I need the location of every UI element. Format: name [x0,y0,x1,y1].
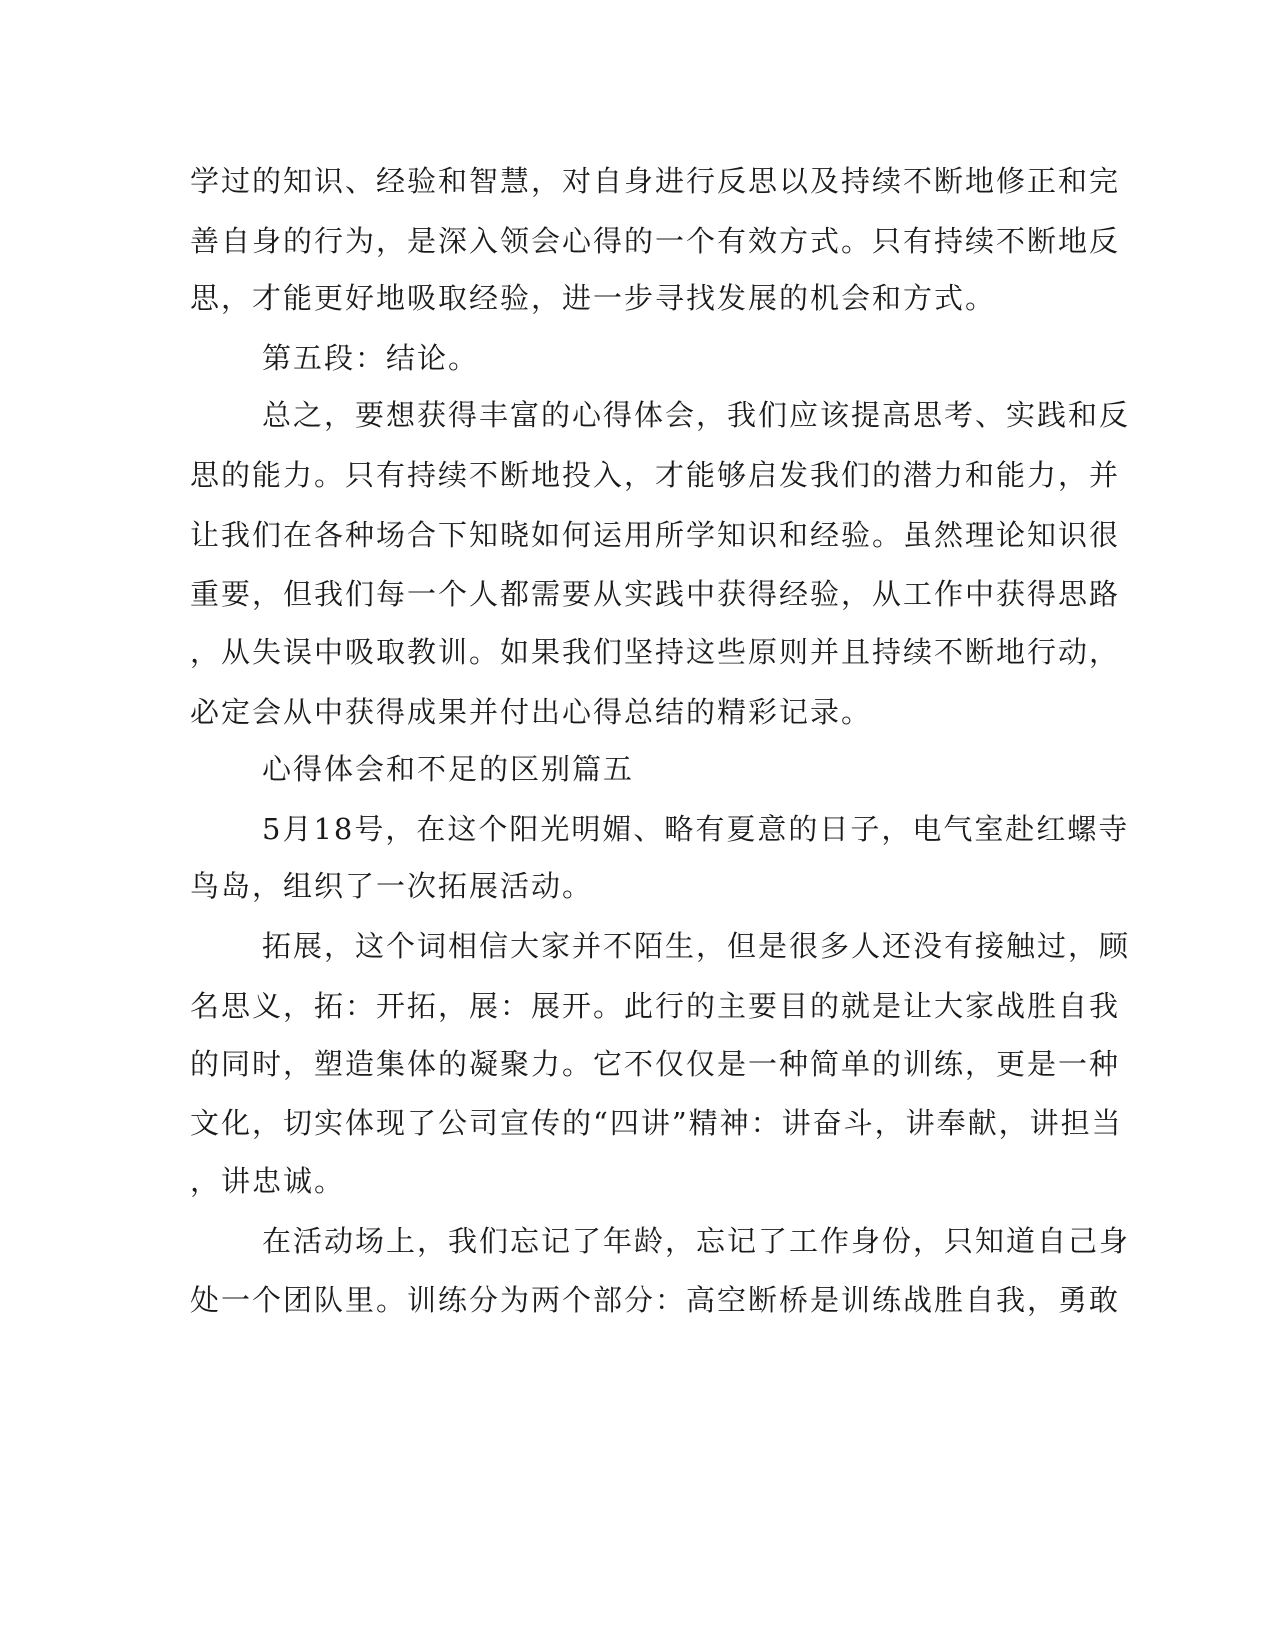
section-heading: 第五段：结论。 [262,341,480,375]
text-line-10: 必定会从中获得成果并付出心得总结的精彩记录。 [190,695,873,729]
text-line-5: 总之，要想获得丰富的心得体会，我们应该提高思考、实践和反 [262,398,1131,432]
text-line-2: 善自身的行为，是深入领会心得的一个有效方式。只有持续不断地反 [190,224,1121,258]
text-line-14: 拓展，这个词相信大家并不陌生，但是很多人还没有接触过，顾 [262,929,1131,963]
text-line-7: 让我们在各种场合下知晓如何运用所学知识和经验。虽然理论知识很 [190,518,1121,552]
text-line-20: 处一个团队里。训练分为两个部分：高空断桥是训练战胜自我，勇敢 [190,1283,1121,1317]
text-line-12: 5月18号，在这个阳光明媚、略有夏意的日子，电气室赴红螺寺 [262,812,1130,846]
text-line-16: 的同时，塑造集体的凝聚力。它不仅仅是一种简单的训练，更是一种 [190,1047,1121,1081]
text-line-13: 鸟岛，组织了一次拓展活动。 [190,869,594,903]
text-line-18: ，讲忠诚。 [190,1164,346,1198]
text-line-6: 思的能力。只有持续不断地投入，才能够启发我们的潜力和能力，并 [190,458,1121,492]
text-line-19: 在活动场上，我们忘记了年龄，忘记了工作身份，只知道自己身 [262,1224,1131,1258]
text-line-15: 名思义，拓：开拓，展：展开。此行的主要目的就是让大家战胜自我 [190,989,1121,1023]
article-title: 心得体会和不足的区别篇五 [262,752,635,786]
text-line-1: 学过的知识、经验和智慧，对自身进行反思以及持续不断地修正和完 [190,164,1121,198]
text-line-9: ，从失误中吸取教训。如果我们坚持这些原则并且持续不断地行动， [190,635,1121,669]
text-line-8: 重要，但我们每一个人都需要从实践中获得经验，从工作中获得思路 [190,577,1121,611]
text-line-17: 文化，切实体现了公司宣传的“四讲”精神：讲奋斗，讲奉献，讲担当 [190,1106,1123,1140]
text-line-3: 思，才能更好地吸取经验，进一步寻找发展的机会和方式。 [190,281,997,315]
